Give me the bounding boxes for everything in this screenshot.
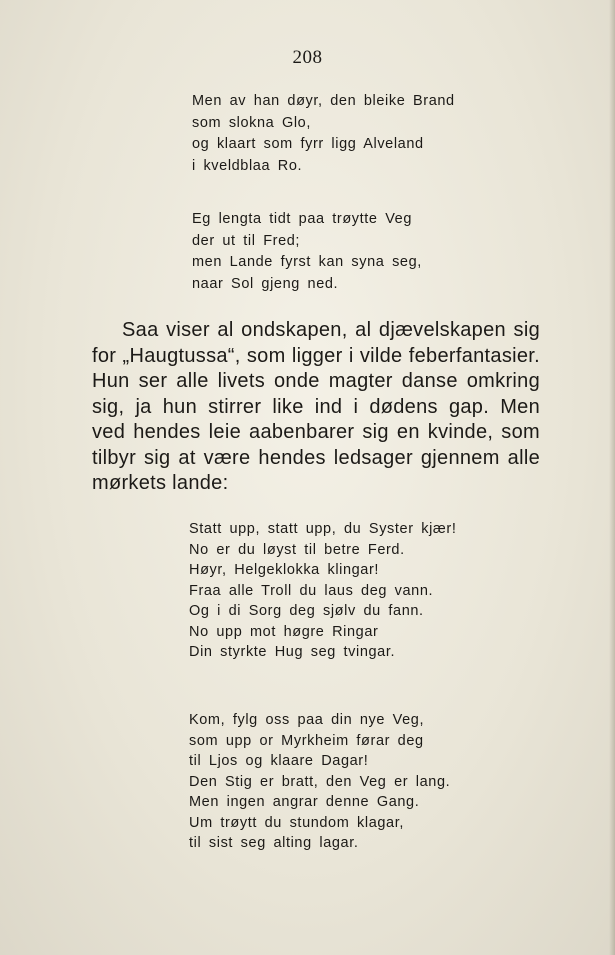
- verse-line: Men av han døyr, den bleike Brand: [192, 93, 455, 109]
- prose-line: Hun ser alle livets onde magter danse omkring: [92, 370, 540, 392]
- verse-line: No upp mot høgre Ringar: [189, 623, 379, 640]
- verse-line: til Ljos og klaare Dagar!: [189, 753, 369, 769]
- prose-paragraph: [92, 318, 540, 497]
- verse-line: til sist seg alting lagar.: [189, 835, 359, 851]
- verse-line: men Lande fyrst kan syna seg,: [192, 254, 422, 270]
- page-number: 208: [292, 47, 323, 68]
- poem-stanza-1: [192, 91, 455, 177]
- verse-line: No er du løyst til betre Ferd.: [189, 541, 405, 558]
- verse-line: Kom, fylg oss paa din nye Veg,: [189, 712, 425, 728]
- verse-line: Eg lengta tidt paa trøytte Veg: [192, 211, 413, 227]
- verse-line: naar Sol gjeng ned.: [192, 275, 339, 292]
- verse-line: Den Stig er bratt, den Veg er lang.: [189, 773, 451, 790]
- poem-stanza-3: [189, 519, 456, 663]
- verse-line: Um trøytt du stundom klagar,: [189, 814, 404, 831]
- poem-stanza-2: [192, 209, 422, 295]
- verse-line: der ut til Fred;: [192, 232, 301, 249]
- verse-line: i kveldblaa Ro.: [192, 157, 303, 174]
- verse-line: Høyr, Helgeklokka klingar!: [189, 562, 380, 578]
- prose-line: for „Haugtussa“, som ligger i vilde feberfantasier.: [92, 344, 540, 367]
- verse-line: Din styrkte Hug seg tvingar.: [189, 644, 396, 660]
- verse-line: Og i di Sorg deg sjølv du fann.: [189, 603, 424, 619]
- prose-line: ved hendes leie aabenbarer sig en kvinde, som: [92, 421, 540, 443]
- verse-line: som slokna Glo,: [192, 114, 311, 131]
- prose-line: tilbyr sig at være hendes ledsager gjennem alle: [92, 446, 540, 469]
- verse-line: Men ingen angrar denne Gang.: [189, 794, 420, 810]
- prose-line: Saa viser al ondskapen, al djævelskapen sig: [122, 319, 540, 341]
- verse-line: Statt upp, statt upp, du Syster kjær!: [189, 521, 457, 537]
- prose-line: sig, ja hun stirrer like ind i dødens gap. Men: [92, 395, 540, 418]
- poem-stanza-4: [189, 710, 450, 854]
- prose-line: mørkets lande:: [92, 472, 229, 494]
- verse-line: og klaart som fyrr ligg Alveland: [192, 136, 424, 152]
- verse-line: som upp or Myrkheim førar deg: [189, 732, 424, 749]
- page-edge-shadow: [609, 0, 615, 955]
- verse-line: Fraa alle Troll du laus deg vann.: [189, 582, 434, 599]
